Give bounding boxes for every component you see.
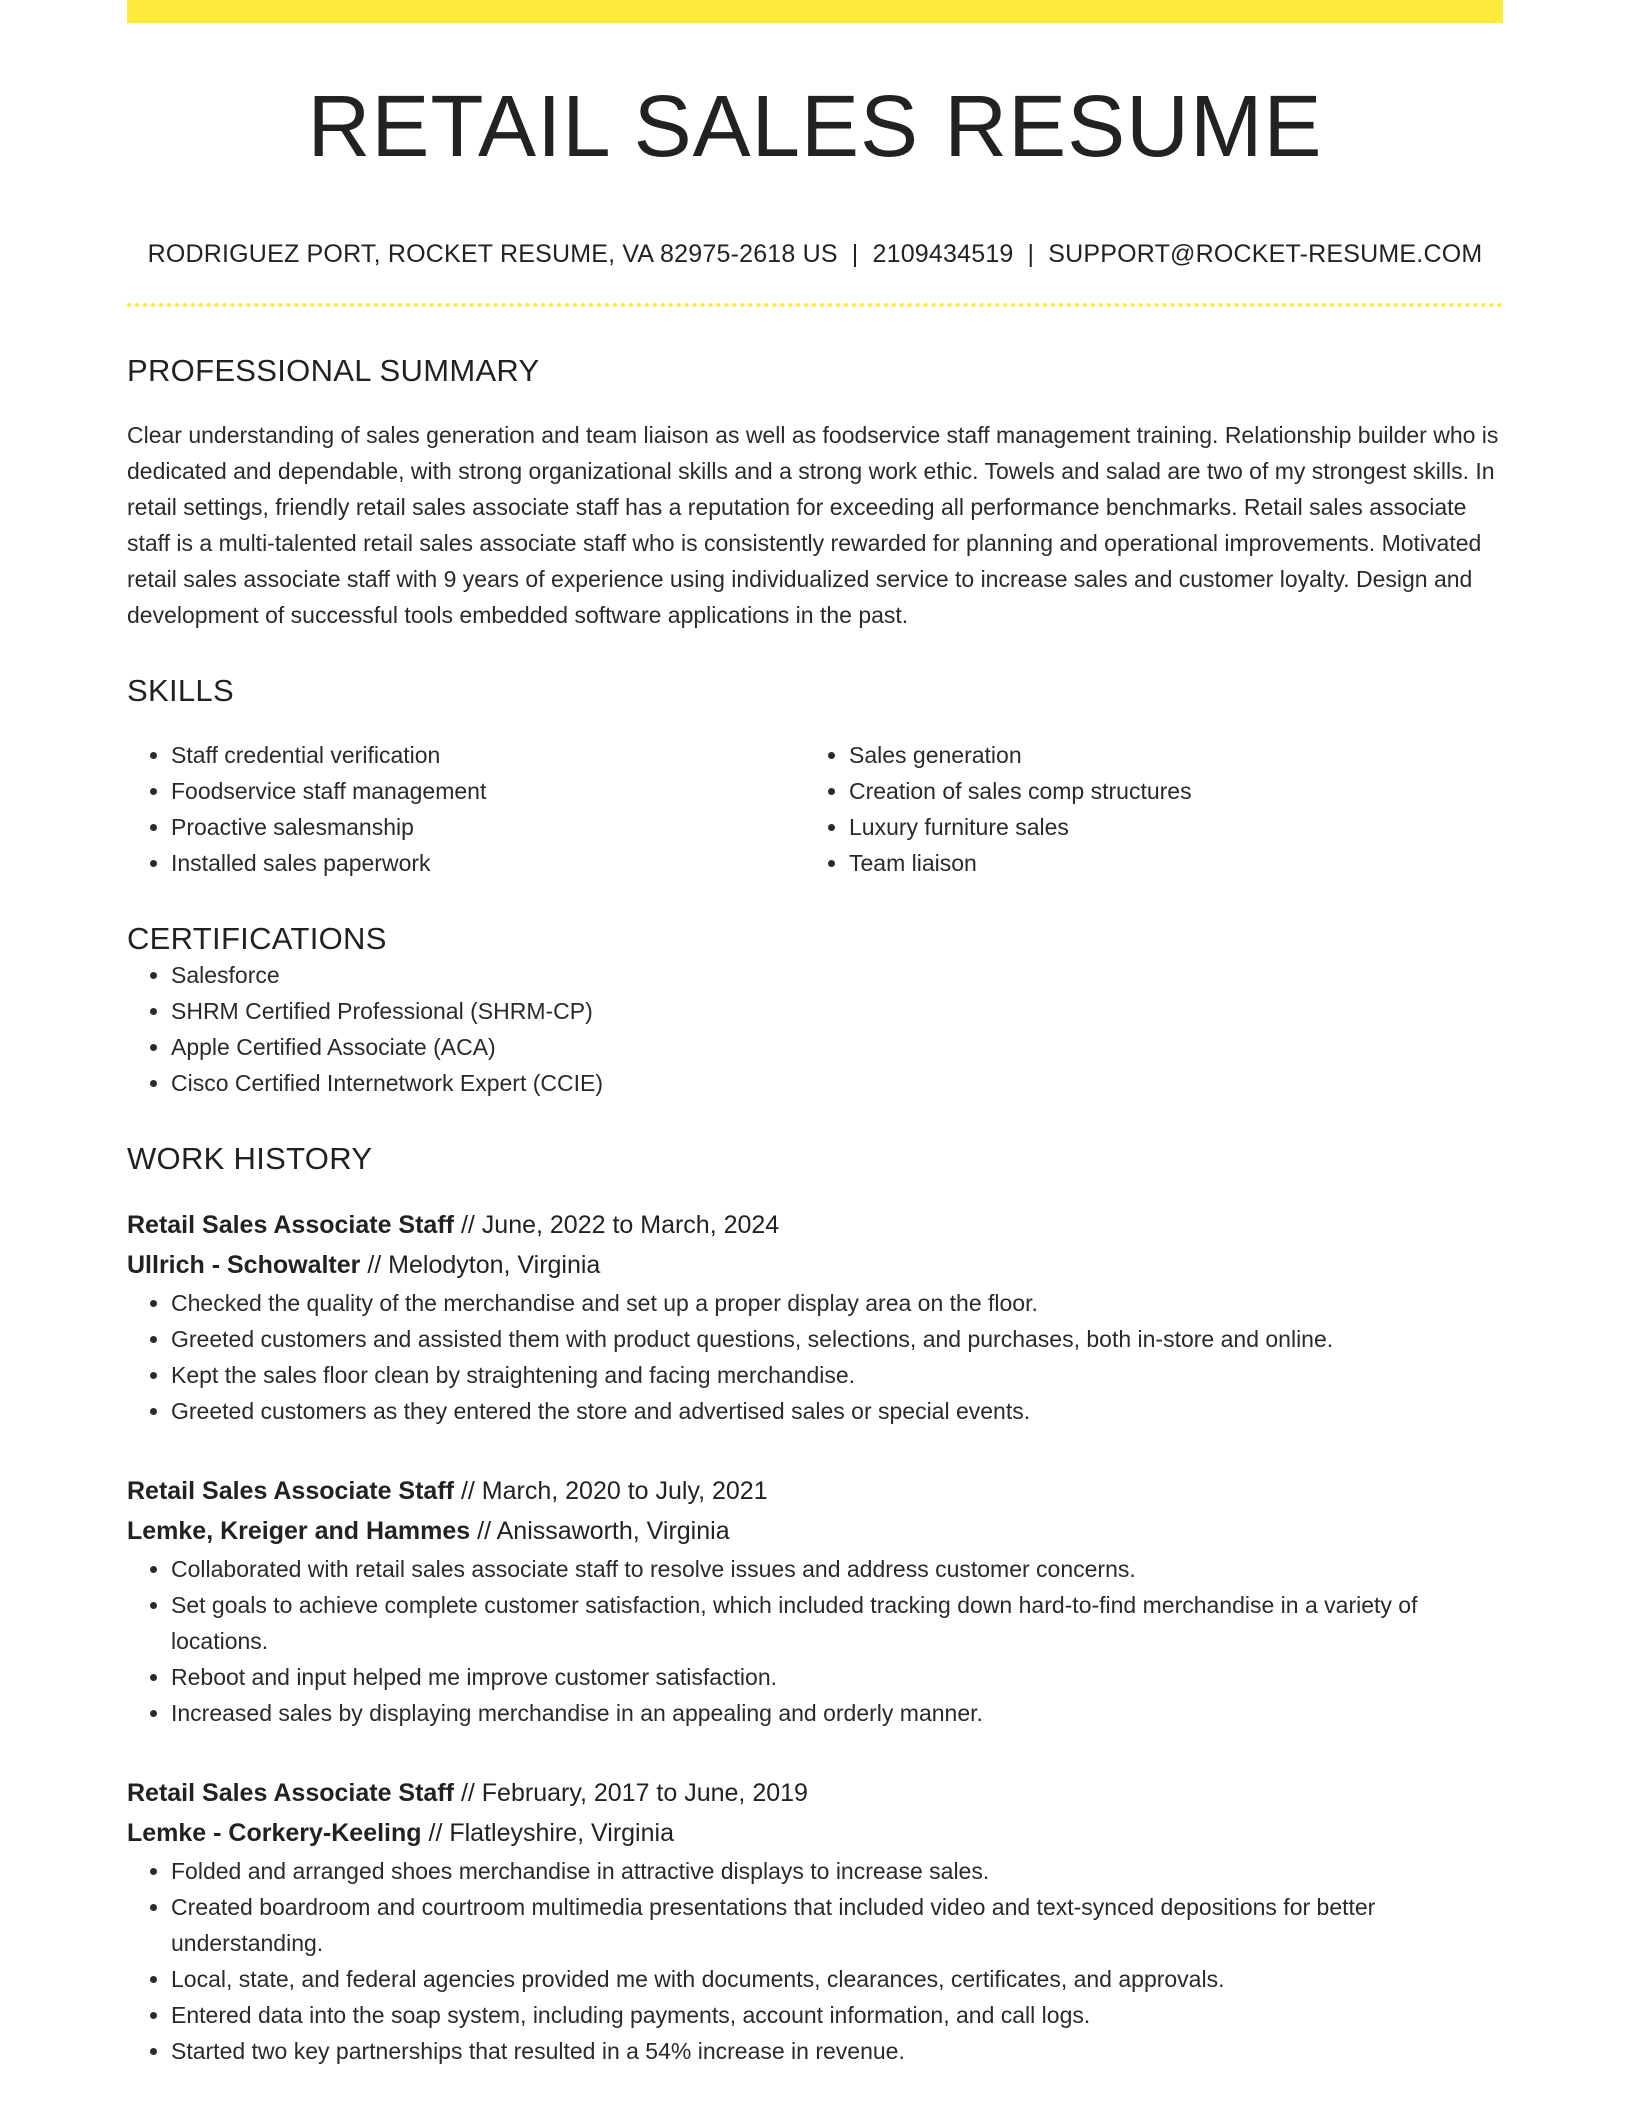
job-title-line: [127, 1471, 1503, 1511]
skill-item: • Foodservice staff management: [171, 773, 805, 809]
certifications-heading: CERTIFICATIONS: [127, 921, 387, 956]
work-history-heading: WORK HISTORY: [127, 1141, 373, 1176]
contact-email: SUPPORT@ROCKET-RESUME.COM: [1048, 240, 1483, 268]
skill-item: • Creation of sales comp structures: [849, 773, 1483, 809]
job-duties-list: [127, 1853, 1503, 2069]
resume-page: [127, 0, 1503, 2069]
skills-list-left: [127, 737, 805, 881]
skills-list-right: [805, 737, 1483, 881]
skill-item: • Proactive salesmanship: [171, 809, 805, 845]
job-duty-item: • Kept the sales floor clean by straightening and facing merchandise.: [171, 1357, 1503, 1393]
job-company: Lemke, Kreiger and Hammes: [127, 1517, 471, 1545]
job-title: Retail Sales Associate Staff: [127, 1779, 454, 1807]
job-dates: // March, 2020 to July, 2021: [460, 1477, 768, 1505]
certifications-list: [127, 957, 1503, 1101]
job-dates: // February, 2017 to June, 2019: [460, 1779, 808, 1807]
job-duty-item: • Reboot and input helped me improve customer satisfaction.: [171, 1659, 1503, 1695]
summary-text: Clear understanding of sales generation and team liaison as well as foodservice staff management training. Relationship builder who is dedicated and dependable, with strong organizational skills and a strong work ethic. Towels and salad are two of my strongest skills. In retail settings, friendly retail sales associate staff has a reputation for exceeding all performance benchmarks. Retail sales associate staff is a multi-talented retail sales associate staff who is consistently rewarded for planning and operational improvements. Motivated retail sales associate staff with 9 years of experience using individualized service to increase sales and customer loyalty. Design and development of successful tools embedded software applications in the past.: [127, 422, 1499, 628]
job-duty-item: • Set goals to achieve complete customer satisfaction, which included tracking down hard-to-find merchandise in a variety of locations.: [171, 1587, 1503, 1659]
certification-item: • Apple Certified Associate (ACA): [171, 1029, 1503, 1065]
skills-grid: [127, 737, 1503, 881]
contact-separator: |: [851, 240, 859, 268]
job-title-line: [127, 1773, 1503, 1813]
dotted-divider: [127, 303, 1503, 307]
accent-bar: [127, 0, 1503, 23]
job-duty-item: • Started two key partnerships that resulted in a 54% increase in revenue.: [171, 2033, 1503, 2069]
job-location: // Melodyton, Virginia: [367, 1251, 601, 1279]
certification-item: • Salesforce: [171, 957, 1503, 993]
skill-item: • Sales generation: [849, 737, 1483, 773]
job-company: Lemke - Corkery-Keeling: [127, 1819, 422, 1847]
job-location: // Anissaworth, Virginia: [477, 1517, 730, 1545]
job-company-line: [127, 1245, 1503, 1285]
skills-column-left: [127, 737, 805, 881]
contact-separator: |: [1027, 240, 1035, 268]
skill-item: • Staff credential verification: [171, 737, 805, 773]
job-duty-item: • Folded and arranged shoes merchandise in attractive displays to increase sales.: [171, 1853, 1503, 1889]
certification-item: • SHRM Certified Professional (SHRM-CP): [171, 993, 1503, 1029]
job-duty-item: • Created boardroom and courtroom multimedia presentations that included video and text-synced depositions for better understanding.: [171, 1889, 1503, 1961]
job-entry: [127, 1471, 1503, 1731]
job-entry: [127, 1773, 1503, 2069]
skill-item: • Team liaison: [849, 845, 1483, 881]
summary-heading: PROFESSIONAL SUMMARY: [127, 353, 540, 388]
certification-item: • Cisco Certified Internetwork Expert (CCIE): [171, 1065, 1503, 1101]
job-duty-item: • Collaborated with retail sales associate staff to resolve issues and address customer concerns.: [171, 1551, 1503, 1587]
job-title: Retail Sales Associate Staff: [127, 1211, 454, 1239]
job-duty-item: • Increased sales by displaying merchandise in an appealing and orderly manner.: [171, 1695, 1503, 1731]
job-duty-item: • Greeted customers as they entered the store and advertised sales or special events.: [171, 1393, 1503, 1429]
job-duty-item: • Local, state, and federal agencies provided me with documents, clearances, certificates, and approvals.: [171, 1961, 1503, 1997]
skills-heading: SKILLS: [127, 673, 234, 708]
skill-item: • Luxury furniture sales: [849, 809, 1483, 845]
job-duty-item: • Checked the quality of the merchandise and set up a proper display area on the floor.: [171, 1285, 1503, 1321]
job-location: // Flatleyshire, Virginia: [428, 1819, 674, 1847]
job-duties-list: [127, 1551, 1503, 1731]
job-dates: // June, 2022 to March, 2024: [460, 1211, 780, 1239]
job-company: Ullrich - Schowalter: [127, 1251, 361, 1279]
job-duty-item: • Entered data into the soap system, including payments, account information, and call logs.: [171, 1997, 1503, 2033]
job-duty-item: • Greeted customers and assisted them with product questions, selections, and purchases, both in-store and online.: [171, 1321, 1503, 1357]
job-title: Retail Sales Associate Staff: [127, 1477, 454, 1505]
skills-column-right: [805, 737, 1483, 881]
resume-title: RETAIL SALES RESUME: [307, 78, 1323, 175]
job-title-line: [127, 1205, 1503, 1245]
job-entry: [127, 1205, 1503, 1429]
contact-address: RODRIGUEZ PORT, ROCKET RESUME, VA 82975-2618 US: [147, 240, 838, 268]
job-duties-list: [127, 1285, 1503, 1429]
contact-phone: 2109434519: [872, 240, 1014, 268]
job-company-line: [127, 1511, 1503, 1551]
skill-item: • Installed sales paperwork: [171, 845, 805, 881]
job-company-line: [127, 1813, 1503, 1853]
contact-line: [127, 240, 1503, 269]
